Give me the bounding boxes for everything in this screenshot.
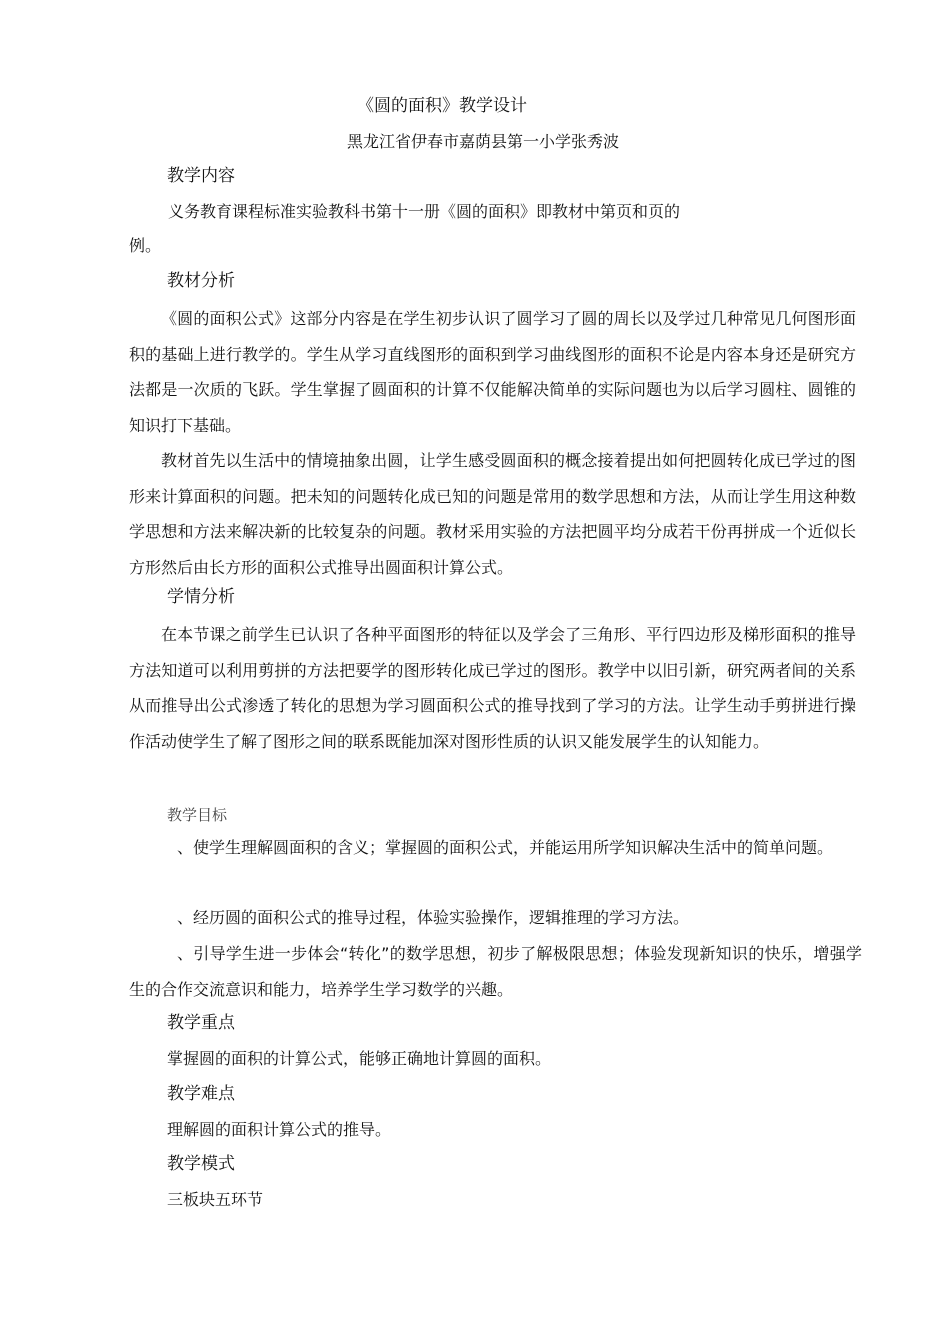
content-text-line1: 义务教育课程标准实验教科书第十一册《圆的面积》即教材中第页和页的 bbox=[168, 202, 681, 221]
textbook-analysis-para2: 教材首先以生活中的情境抽象出圆，让学生感受圆面积的概念接着提出如何把圆转化成已学过的图形来计算面积的问题。把未知的问题转化成已知的问题是常用的数学思想和方法，从而让学生用这种数学思想和方法来解决新的比较复杂的问题。教材采用实验的方法把圆平均分成若干份再拼成一个近似长方形然后由长方形的面积公式推导出圆面积计算公式。 bbox=[129, 451, 856, 577]
document-author: 黑龙江省伊春市嘉荫县第一小学张秀波 bbox=[347, 132, 620, 151]
section-heading-learner-analysis: 学情分析 bbox=[167, 587, 235, 607]
key-points-text: 掌握圆的面积的计算公式，能够正确地计算圆的面积。 bbox=[167, 1049, 552, 1068]
objective-item-2: 、经历圆的面积公式的推导过程，体验实验操作，逻辑推理的学习方法。 bbox=[177, 908, 690, 927]
document-title: 《圆的面积》教学设计 bbox=[357, 96, 527, 116]
mode-text: 三板块五环节 bbox=[167, 1190, 264, 1209]
section-heading-objectives: 教学目标 bbox=[167, 806, 228, 824]
section-heading-key-points: 教学重点 bbox=[167, 1013, 235, 1033]
section-heading-textbook-analysis: 教材分析 bbox=[167, 271, 235, 291]
objective-item-3: 、引导学生进一步体会“转化”的数学思想，初步了解极限思想；体验发现新知识的快乐，增强学生的合作交流意识和能力，培养学生学习数学的兴趣。 bbox=[129, 944, 862, 999]
section-heading-mode: 教学模式 bbox=[167, 1154, 235, 1174]
learner-analysis-para: 在本节课之前学生已认识了各种平面图形的特征以及学会了三角形、平行四边形及梯形面积的推导方法知道可以利用剪拼的方法把要学的图形转化成已学过的图形。教学中以旧引新，研究两者间的关系从而推导出公式渗透了转化的思想为学习圆面积公式的推导找到了学习的方法。让学生动手剪拼进行操作活动使学生了解了图形之间的联系既能加深对图形性质的认识又能发展学生的认知能力。 bbox=[129, 625, 856, 751]
objective-item-1: 、使学生理解圆面积的含义；掌握圆的面积公式，并能运用所学知识解决生活中的简单问题。 bbox=[177, 838, 834, 857]
section-heading-content: 教学内容 bbox=[167, 166, 235, 186]
textbook-analysis-para1: 《圆的面积公式》这部分内容是在学生初步认识了圆学习了圆的周长以及学过几种常见几何图形面积的基础上进行教学的。学生从学习直线图形的面积到学习曲线图形的面积不论是内容本身还是研究方法都是一次质的飞跃。学生掌握了圆面积的计算不仅能解决简单的实际问题也为以后学习圆柱、圆锥的知识打下基础。 bbox=[129, 309, 856, 435]
section-heading-difficulties: 教学难点 bbox=[167, 1084, 235, 1104]
content-text-line2: 例。 bbox=[129, 236, 162, 255]
difficulties-text: 理解圆的面积计算公式的推导。 bbox=[167, 1120, 392, 1139]
